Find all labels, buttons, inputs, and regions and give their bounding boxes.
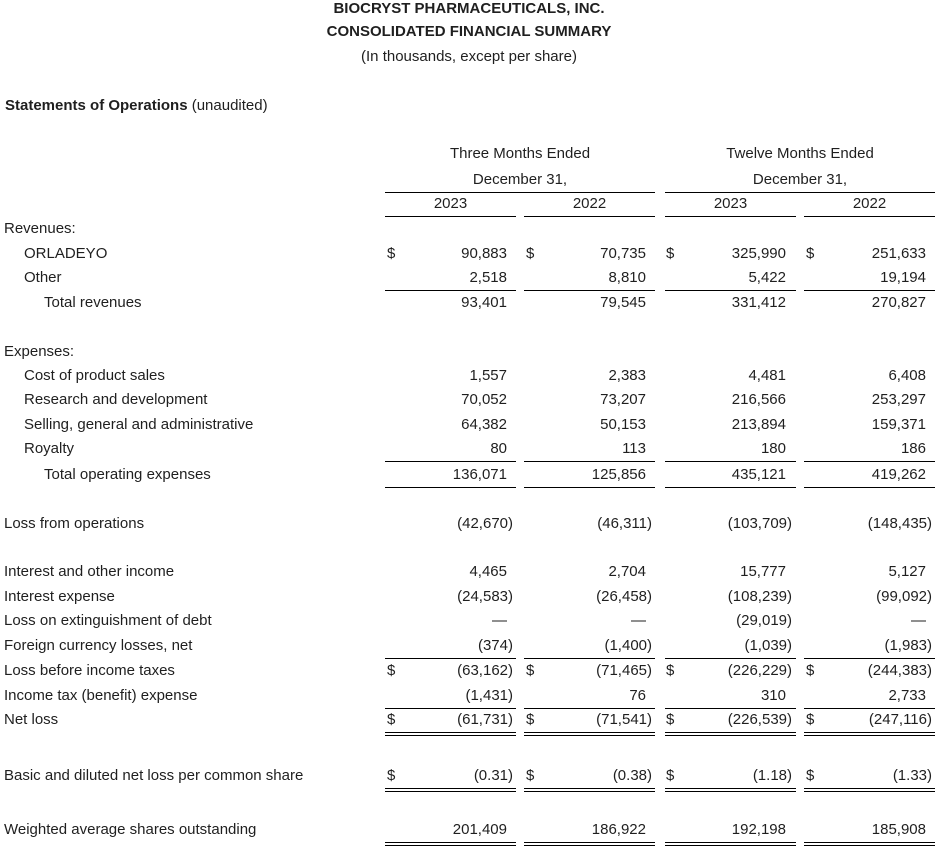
single-underline [524, 487, 655, 488]
value-cell: 93,401 [461, 294, 507, 311]
value-cell: (226,539) [727, 711, 792, 728]
single-underline [385, 290, 516, 291]
row-loss-ops [0, 515, 942, 537]
value-cell: (374) [477, 637, 513, 654]
double-underline [665, 732, 796, 736]
single-underline [524, 658, 655, 659]
row-label: Income tax (benefit) expense [4, 687, 198, 704]
value-cell: 4,465 [469, 563, 507, 580]
header-rule-twelve [665, 192, 935, 193]
value-cell: 125,856 [591, 466, 646, 483]
currency-symbol: $ [666, 245, 675, 262]
value-cell: 19,194 [880, 269, 926, 286]
single-underline [385, 658, 516, 659]
row-revenues [0, 220, 942, 242]
row-shares [0, 821, 942, 843]
value-cell: — [631, 612, 646, 629]
value-cell: (71,541) [596, 711, 652, 728]
row-label: Revenues: [4, 220, 76, 237]
value-cell: (0.38) [612, 767, 652, 784]
value-cell: (247,116) [868, 711, 932, 728]
row-interest-income [0, 563, 942, 585]
double-underline [804, 842, 935, 846]
value-cell: 213,894 [731, 416, 786, 433]
value-cell: 4,481 [748, 367, 786, 384]
value-cell: 435,121 [731, 466, 786, 483]
currency-symbol: $ [387, 767, 396, 784]
value-cell: 2,518 [469, 269, 507, 286]
year-rule-1 [385, 216, 516, 217]
value-cell: (71,465) [596, 662, 652, 679]
value-cell: (1,431) [465, 687, 513, 704]
currency-symbol: $ [387, 662, 396, 679]
value-cell: 253,297 [871, 391, 926, 408]
value-cell: (29,019) [736, 612, 792, 629]
currency-symbol: $ [666, 711, 675, 728]
currency-symbol: $ [806, 767, 815, 784]
value-cell: 79,545 [600, 294, 646, 311]
single-underline [385, 708, 516, 709]
report-subtitle: (In thousands, except per share) [361, 48, 577, 65]
value-cell: 50,153 [600, 416, 646, 433]
twelve-months-date: December 31, [752, 171, 848, 188]
value-cell: (24,583) [457, 588, 513, 605]
single-underline [804, 708, 935, 709]
value-cell: 2,704 [608, 563, 646, 580]
value-cell: 1,557 [469, 367, 507, 384]
three-months-header: Three Months Ended [449, 145, 591, 162]
single-underline [804, 487, 935, 488]
currency-symbol: $ [387, 245, 396, 262]
value-cell: (1,039) [744, 637, 792, 654]
row-royalty [0, 440, 942, 462]
value-cell: 8,810 [608, 269, 646, 286]
double-underline [804, 732, 935, 736]
value-cell: 331,412 [731, 294, 786, 311]
header-rule-three [385, 192, 655, 193]
year-rule-3 [665, 216, 796, 217]
value-cell: 419,262 [871, 466, 926, 483]
value-cell: 185,908 [871, 821, 926, 838]
value-cell: 216,566 [731, 391, 786, 408]
row-label: Other [24, 269, 62, 286]
row-orladeyo [0, 245, 942, 267]
report-title: CONSOLIDATED FINANCIAL SUMMARY [326, 23, 612, 40]
value-cell: 5,422 [748, 269, 786, 286]
currency-symbol: $ [387, 711, 396, 728]
value-cell: (99,092) [876, 588, 932, 605]
twelve-months-header: Twelve Months Ended [726, 145, 874, 162]
row-label: Expenses: [4, 343, 75, 360]
row-total-opex [0, 466, 942, 488]
single-underline [665, 708, 796, 709]
row-label: Basic and diluted net loss per common share [4, 767, 304, 784]
value-cell: — [911, 612, 926, 629]
value-cell: (1,983) [884, 637, 932, 654]
year-rule-2 [524, 216, 655, 217]
year-3m-2023: 2023 [433, 195, 468, 212]
year-12m-2022: 2022 [852, 195, 887, 212]
value-cell: 6,408 [888, 367, 926, 384]
row-label: Royalty [24, 440, 75, 457]
row-label: Research and development [24, 391, 208, 408]
single-underline [665, 290, 796, 291]
value-cell: 136,071 [452, 466, 507, 483]
row-label: Weighted average shares outstanding [4, 821, 257, 838]
value-cell: 64,382 [461, 416, 507, 433]
currency-symbol: $ [666, 662, 675, 679]
company-name: BIOCRYST PHARMACEUTICALS, INC. [333, 0, 605, 17]
value-cell: 80 [490, 440, 507, 457]
value-cell: 113 [622, 440, 646, 457]
value-cell: 310 [760, 687, 786, 704]
three-months-date: December 31, [472, 171, 568, 188]
row-label: Total revenues [44, 294, 142, 311]
single-underline [665, 658, 796, 659]
value-cell: 73,207 [600, 391, 646, 408]
single-underline [804, 461, 935, 462]
double-underline [524, 732, 655, 736]
double-underline [524, 842, 655, 846]
value-cell: (0.31) [473, 767, 513, 784]
value-cell: (42,670) [457, 515, 513, 532]
double-underline [385, 788, 516, 792]
section-note: (unaudited) [191, 97, 268, 114]
row-income-tax [0, 687, 942, 709]
currency-symbol: $ [806, 662, 815, 679]
section-title [5, 97, 268, 114]
value-cell: — [492, 612, 507, 629]
row-label: Cost of product sales [24, 367, 165, 384]
value-cell: (148,435) [867, 515, 932, 532]
row-label: Net loss [4, 711, 59, 728]
row-loss-before-tax [0, 662, 942, 684]
value-cell: 70,735 [600, 245, 646, 262]
year-3m-2022: 2022 [572, 195, 607, 212]
row-label: Loss before income taxes [4, 662, 175, 679]
currency-symbol: $ [806, 711, 815, 728]
value-cell: (226,229) [727, 662, 792, 679]
value-cell: (103,709) [727, 515, 792, 532]
single-underline [665, 487, 796, 488]
value-cell: (108,239) [727, 588, 792, 605]
single-underline [524, 290, 655, 291]
currency-symbol: $ [806, 245, 815, 262]
currency-symbol: $ [526, 245, 535, 262]
value-cell: 186,922 [591, 821, 646, 838]
double-underline [804, 788, 935, 792]
row-net-loss [0, 711, 942, 733]
currency-symbol: $ [666, 767, 675, 784]
row-label: Selling, general and administrative [24, 416, 254, 433]
value-cell: 270,827 [871, 294, 926, 311]
year-12m-2023: 2023 [713, 195, 748, 212]
single-underline [804, 658, 935, 659]
single-underline [804, 290, 935, 291]
value-cell: 2,383 [608, 367, 646, 384]
row-label: Loss from operations [4, 515, 145, 532]
value-cell: 90,883 [461, 245, 507, 262]
row-total-revenues [0, 294, 942, 316]
value-cell: 186 [900, 440, 926, 457]
year-rule-4 [804, 216, 935, 217]
value-cell: 201,409 [452, 821, 507, 838]
value-cell: 325,990 [731, 245, 786, 262]
value-cell: 251,633 [871, 245, 926, 262]
currency-symbol: $ [526, 662, 535, 679]
row-label: Foreign currency losses, net [4, 637, 193, 654]
value-cell: (63,162) [457, 662, 513, 679]
row-expenses [0, 343, 942, 365]
row-loss-extinguish [0, 612, 942, 634]
value-cell: (1.18) [752, 767, 792, 784]
value-cell: (61,731) [457, 711, 513, 728]
row-interest-expense [0, 588, 942, 610]
row-fx-losses [0, 637, 942, 659]
row-rnd [0, 391, 942, 413]
value-cell: 76 [629, 687, 646, 704]
value-cell: (46,311) [597, 515, 652, 532]
double-underline [524, 788, 655, 792]
row-label: Total operating expenses [44, 466, 211, 483]
value-cell: 70,052 [461, 391, 507, 408]
section-title-text: Statements of Operations [5, 97, 188, 114]
single-underline [665, 461, 796, 462]
double-underline [665, 842, 796, 846]
value-cell: 159,371 [871, 416, 926, 433]
value-cell: 192,198 [731, 821, 786, 838]
row-sga [0, 416, 942, 438]
value-cell: (244,383) [867, 662, 932, 679]
single-underline [385, 461, 516, 462]
single-underline [385, 487, 516, 488]
value-cell: (26,458) [596, 588, 652, 605]
row-label: Interest and other income [4, 563, 175, 580]
row-label: Loss on extinguishment of debt [4, 612, 212, 629]
value-cell: (1,400) [604, 637, 652, 654]
double-underline [385, 732, 516, 736]
row-label: ORLADEYO [24, 245, 108, 262]
double-underline [665, 788, 796, 792]
value-cell: 15,777 [740, 563, 786, 580]
double-underline [385, 842, 516, 846]
row-other [0, 269, 942, 291]
row-eps [0, 767, 942, 789]
currency-symbol: $ [526, 767, 535, 784]
row-label: Interest expense [4, 588, 115, 605]
single-underline [524, 708, 655, 709]
value-cell: (1.33) [892, 767, 932, 784]
currency-symbol: $ [526, 711, 535, 728]
value-cell: 180 [760, 440, 786, 457]
single-underline [524, 461, 655, 462]
value-cell: 5,127 [888, 563, 926, 580]
value-cell: 2,733 [888, 687, 926, 704]
row-cost-of-sales [0, 367, 942, 389]
